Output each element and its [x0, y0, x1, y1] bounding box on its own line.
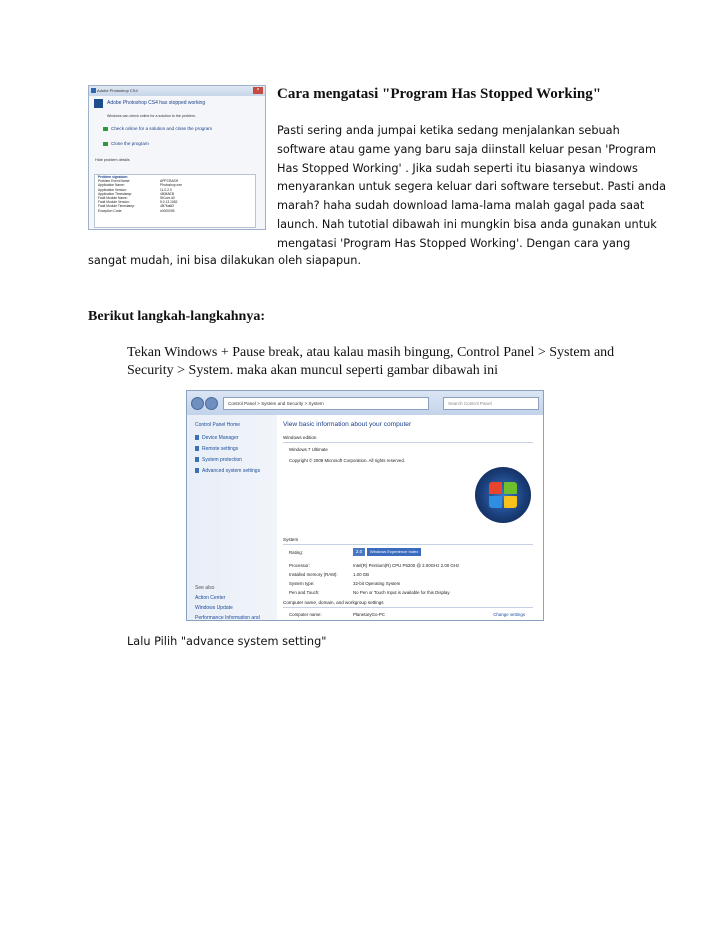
option-label: Close the program: [111, 141, 149, 146]
shield-icon: [195, 446, 199, 451]
cp-sidebar: [187, 415, 277, 620]
detail-row: Fault Module Version: 5.0.13.1082: [98, 200, 178, 205]
see-also-label: See also: [195, 585, 215, 591]
step-line: Tekan Windows + Pause break, atau kalau masih bingung, Control Panel > System and: [127, 345, 615, 360]
sidebar-item-system-protection: System protection: [195, 457, 242, 463]
intro-line: launch. Nah tutotial dibawah ini mungkin bisa anda gunakan untuk: [277, 217, 657, 231]
name-label: Computer name:: [289, 612, 322, 617]
change-settings-link: Change settings: [493, 612, 525, 617]
spec-value: No Pen or Touch Input is available for this Display: [353, 590, 450, 595]
spec-label: System type:: [289, 581, 315, 586]
intro-paragraph: [277, 122, 666, 254]
detail-row: Application Timestamp: 4808AEB: [98, 191, 174, 196]
sidebar-item-advanced-system-settings: Advanced system settings: [195, 468, 260, 474]
see-also-action-center: Action Center: [195, 595, 226, 601]
step-line: Security > System. maka akan muncul seperti gambar dibawah ini: [127, 363, 499, 378]
detail-row: Application Version: 11.0.2.0: [98, 187, 172, 192]
main-heading: View basic information about your computer: [283, 421, 412, 428]
copyright-text: Copyright © 2009 Microsoft Corporation. All rights reserved.: [289, 458, 405, 463]
shield-icon: [195, 468, 199, 473]
shield-icon: [195, 435, 199, 440]
address-path: Control Panel > System and Security > System: [223, 397, 429, 410]
search-input: Search Control Panel: [443, 397, 539, 410]
dialog-window-title: Adobe Photoshop CS4: [97, 88, 138, 93]
dialog-heading: Adobe Photoshop CS4 has stopped working: [107, 100, 206, 106]
see-also-windows-update: Windows Update: [195, 605, 233, 611]
edition-name: Windows 7 Ultimate: [289, 447, 328, 452]
name-section-title: Computer name, domain, and workgroup settings: [283, 600, 384, 605]
sidebar-item-remote-settings: Remote settings: [195, 446, 238, 452]
detail-row: Fault Module Timestamp: 4B76a6f2: [98, 204, 175, 209]
intro-line: Pasti sering anda jumpai ketika sedang menjalankan sebuah: [277, 124, 620, 137]
cp-main: [283, 415, 543, 620]
shield-icon: [195, 457, 199, 462]
spec-value: 1.00 GB: [353, 572, 370, 577]
intro-line: software atau game yang baru saja diinstall keluar pesan 'Program: [277, 142, 656, 156]
experience-index-link: Windows Experience Index: [367, 548, 421, 556]
close-program-option: [103, 141, 149, 146]
close-icon: ×: [253, 87, 263, 94]
steps-heading: Berikut langkah-langkahnya:: [88, 309, 265, 324]
spec-label: Processor:: [289, 563, 310, 568]
app-icon: [91, 88, 96, 93]
check-online-option: [103, 126, 212, 131]
hide-details-toggle: Hide problem details: [95, 158, 130, 162]
spec-label: Pen and Touch:: [289, 590, 320, 595]
article-title: Cara mengatasi "Program Has Stopped Working": [277, 86, 602, 102]
step-1-text: [127, 344, 614, 380]
intro-line: mengatasi 'Program Has Stopped Working'. Dengan cara yang: [277, 236, 631, 250]
intro-line: Has Stopped Working' . Jika sudah seperti itu biasanya windows: [277, 161, 638, 175]
see-also-performance: Performance Information and: [195, 615, 260, 621]
rating-label: Rating:: [289, 550, 303, 555]
sidebar-item-device-manager: Device Manager: [195, 435, 238, 441]
name-value: PlanetaryGo-PC: [353, 612, 385, 617]
spec-label: Installed memory (RAM):: [289, 572, 338, 577]
step-2-text: Lalu Pilih "advance system setting": [127, 635, 327, 648]
dialog-message: Windows can check online for a solution to the problem.: [107, 114, 196, 118]
option-label: Check online for a solution and close the program: [111, 126, 213, 131]
spec-value: Intel(R) Pentium(R) CPU P6200 @ 2.00GHz 2.00 GHz: [353, 563, 460, 568]
green-arrow-icon: [103, 142, 108, 146]
windows-logo-icon: [475, 467, 531, 523]
intro-line: marah? haha sudah download lama-lama malah gagal pada saat: [277, 199, 645, 213]
green-arrow-icon: [103, 127, 108, 131]
dialog-titlebar: [89, 86, 265, 96]
rating-badge: 2.0: [353, 548, 365, 556]
forward-icon: [205, 397, 218, 410]
edition-section-title: Windows edition: [283, 435, 317, 440]
signature-title: Problem signature:: [98, 175, 129, 179]
problem-details-panel: [94, 174, 256, 228]
photoshop-icon: [94, 99, 103, 108]
address-bar-area: [187, 391, 543, 415]
dialog-header: [89, 96, 265, 110]
control-panel-screenshot: [186, 390, 544, 621]
rating-value: [353, 548, 421, 556]
sidebar-home: Control Panel Home: [195, 422, 241, 428]
error-dialog-screenshot: [88, 85, 266, 230]
detail-row: Fault Module Name: StCore.dll: [98, 196, 175, 201]
back-icon: [191, 397, 204, 410]
intro-last-line: sangat mudah, ini bisa dilakukan oleh siapapun.: [88, 254, 362, 267]
detail-row: Application Name: Photoshop.exe: [98, 183, 182, 188]
detail-row: Exception Code: c0000005: [98, 208, 175, 213]
intro-line: menyarankan untuk segera keluar dari software tersebut. Pasti anda: [277, 180, 666, 194]
spec-value: 32-bit Operating System: [353, 581, 401, 586]
detail-row: Problem Event Name: APPCRASH: [98, 179, 179, 184]
system-section-title: System: [283, 537, 299, 542]
